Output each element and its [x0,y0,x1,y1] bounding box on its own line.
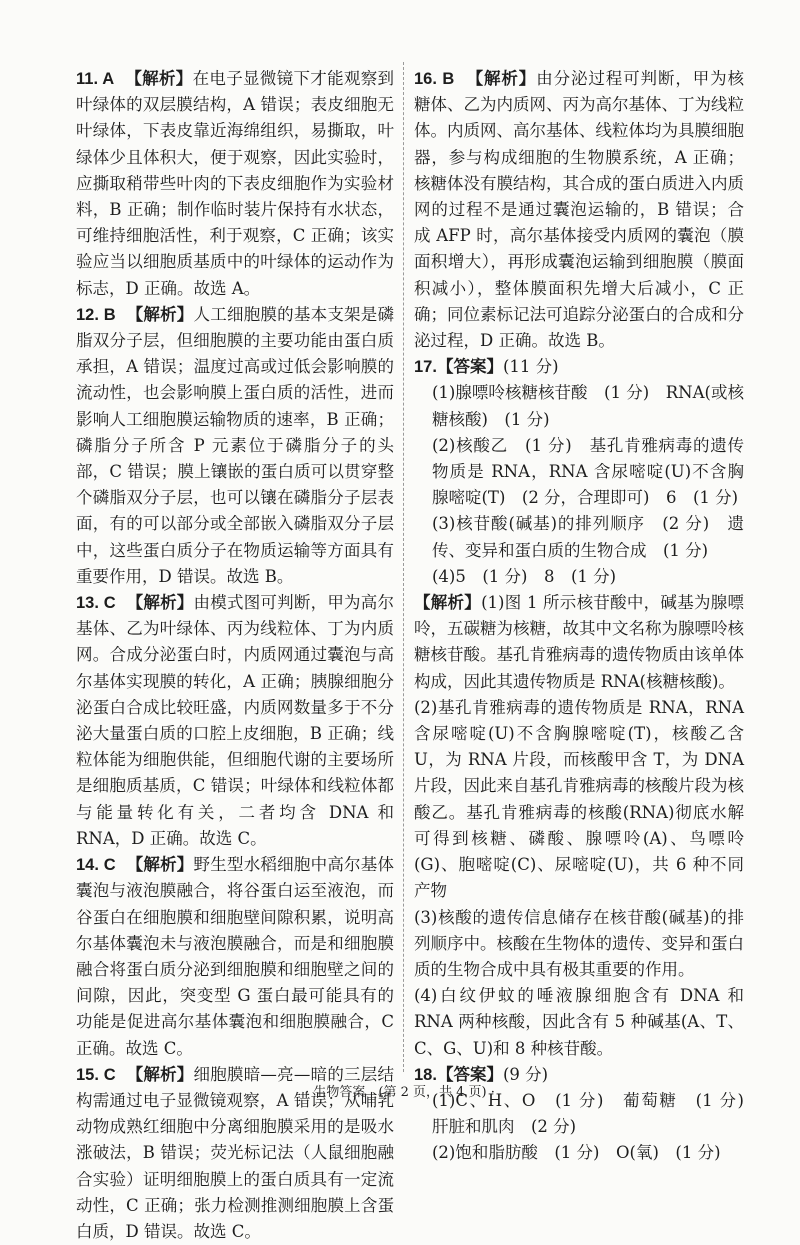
analysis-tag: 【解析】 [466,69,537,88]
analysis-tag: 【解析】 [126,304,194,324]
question-11 [76,66,394,302]
analysis-text: 由模式图可判断，甲为高尔基体、乙为叶绿体、丙为线粒体、丁为内质网。合成分泌蛋白时，内质网通过囊泡与高尔基体实现膜的转化，A 正确；胰腺细胞分泌蛋白合成比较旺盛，内质网数量多于不分泌大量蛋白质的口腔上皮细胞，B 正确；线粒体能为细胞供能，但细胞代谢的主要场所是细胞质基质，C 错误；叶绿体和线粒体都与能量转化有关，二者均含 DNA 和 RNA，D 正确。故选 C。 [76,593,395,848]
answer-line: (4)5 (1 分) 8 (1 分) [432,566,617,586]
answer-line: (2)核酸乙 (1 分) 基孔肯雅病毒的遗传物质是 RNA，RNA 含尿嘧啶(U)不含胸腺嘧啶(T) (2 分，合理即可) 6 (1 分) [432,435,744,508]
question-17 [414,354,744,1061]
left-column [76,66,394,1245]
question-13 [76,590,394,852]
question-number: 11. A [76,70,115,88]
question-12 [76,302,394,590]
analysis-tag: 【解析】 [414,593,482,613]
question-number: 14. C [76,856,116,875]
analysis-tag: 【解析】 [126,593,194,613]
analysis-text: 人工细胞膜的基本支架是磷脂双分子层，但细胞膜的主要功能由蛋白质承担，A 错误；温度过高或过低会影响膜的流动性，也会影响膜上蛋白质的活性，进而影响人工细胞膜运输物质的速率，B 正确；磷脂分子所含 P 元素位于磷脂分子的头部，C 错误；膜上镶嵌的蛋白质可以贯穿整个磷脂双分子层，也可以镶在磷脂分子层表面，有的可以部分或全部嵌入磷脂双分子层中，这些蛋白质分子在物质运输等方面具有重要作用，D 错误。故选 B。 [76,304,395,586]
right-column [414,66,761,1167]
question-16 [414,66,744,354]
answer-tag: 【答案】 [436,1064,503,1084]
question-number: 17. [414,358,437,377]
question-number: 16. B [414,70,455,88]
column-divider [403,62,404,1072]
answer-line: (3)核苷酸(碱基)的排列顺序 (2 分) 遗传、变异和蛋白质的生物合成 (1 分) [432,514,744,560]
question-number: 18. [414,1065,437,1084]
answer-line: (2)饱和脂肪酸 (1 分) O(氧) (1 分) [432,1143,721,1163]
question-14 [76,852,394,1062]
question-number: 15. C [76,1065,116,1084]
analysis-text: 野生型水稻细胞中高尔基体囊泡与液泡膜融合，将谷蛋白运至液泡，而谷蛋白在细胞膜和细胞壁间隙积累，说明高尔基体囊泡未与液泡膜融合，而是和细胞膜融合将蛋白质分泌到细胞膜和细胞壁之间的间隙，因此，突变型 G 蛋白最可能具有的功能是促进高尔基体囊泡和细胞膜融合，C 正确。故选 C。 [76,855,395,1058]
analysis-text: 细胞膜暗—亮—暗的三层结构需通过电子显微镜观察，A 错误；从哺乳动物成熟红细胞中分离细胞膜采用的是吸水涨破法，B 错误；荧光标记法（人鼠细胞融合实验）证明细胞膜上的蛋白质具有一定流动性，C 正确；张力检测推测细胞膜上含蛋白质，D 错误。故选 C。 [76,1064,395,1241]
analysis-tag: 【解析】 [126,1064,194,1084]
analysis-text: (2)基孔肯雅病毒的遗传物质是 RNA，RNA 含尿嘧啶(U)不含胸腺嘧啶(T)，核酸乙含 U，为 RNA 片段，而核酸甲含 T，为 DNA 片段，因此来自基孔肯雅病毒的核酸片段为核酸乙。基孔肯雅病毒的核酸(RNA)彻底水解可得到核糖、磷酸、腺嘌呤(A)、鸟嘌呤(G)、胞嘧啶(C)、尿嘧啶(U)，共 6 种不同产物 [414,697,744,901]
analysis-text: (1)图 1 所示核苷酸中，碱基为腺嘌呤，五碳糖为核糖，故其中文名称为腺嘌呤核糖核苷酸。基孔肯雅病毒的遗传物质由该单体构成，因此其遗传物质是 RNA(核糖核酸)。 [414,593,744,691]
analysis-tag: 【解析】 [126,855,194,875]
analysis-text: (4)白纹伊蚊的唾液腺细胞含有 DNA 和 RNA 两种核酸，因此含有 5 种碱基(A、T、C、G、U)和 8 种核苷酸。 [414,986,744,1058]
answer-line: (1)C、H、O (1 分) 葡萄糖 (1 分) 肝脏和肌肉 (2 分) [432,1090,761,1137]
answer-line: (1)腺嘌呤核糖核苷酸 (1 分) RNA(或核糖核酸) (1 分) [432,383,744,429]
answer-tag: 【答案】 [436,357,503,377]
analysis-text: (3)核酸的遗传信息储存在核苷酸(碱基)的排列顺序中。核酸在生物体的遗传、变异和蛋白质的生物合成中具有极其重要的作用。 [414,907,744,979]
page-footer: · 生物答案 (第 2 页，共 4 页) · [305,1085,495,1100]
question-18 [414,1062,761,1167]
analysis-text: 由分泌过程可判断，甲为核糖体、乙为内质网、丙为高尔基体、丁为线粒体。内质网、高尔基体、线粒体均为具膜细胞器，参与构成细胞的生物膜系统，A 正确；核糖体没有膜结构，其合成的蛋白质进入内质网的过程不是通过囊泡运输的，B 错误；合成 AFP 时，高尔基体接受内质网的囊泡（膜面积增大），再形成囊泡运输到细胞膜（膜面积减小），整体膜面积先增大后减小，C 正确；同位素标记法可追踪分泌蛋白的合成和分泌过程，D 正确。故选 B。 [414,69,745,351]
question-number: 12. B [76,305,116,324]
score: (9 分) [502,1064,549,1084]
question-number: 13. C [76,594,116,613]
analysis-tag: 【解析】 [125,69,193,88]
analysis-text: 在电子显微镜下才能观察到叶绿体的双层膜结构，A 错误；表皮细胞无叶绿体，下表皮靠近海绵组织，易撕取，叶绿体少且体积大，便于观察，因此实验时，应撕取稍带些叶肉的下表皮细胞作为实验材料，B 正确；制作临时装片保持有水状态，可维持细胞活性，利于观察，C 正确；该实验应当以细胞质基质中的叶绿体的运动作为标志，D 正确。故选 A。 [76,69,395,298]
score: (11 分) [502,357,559,377]
